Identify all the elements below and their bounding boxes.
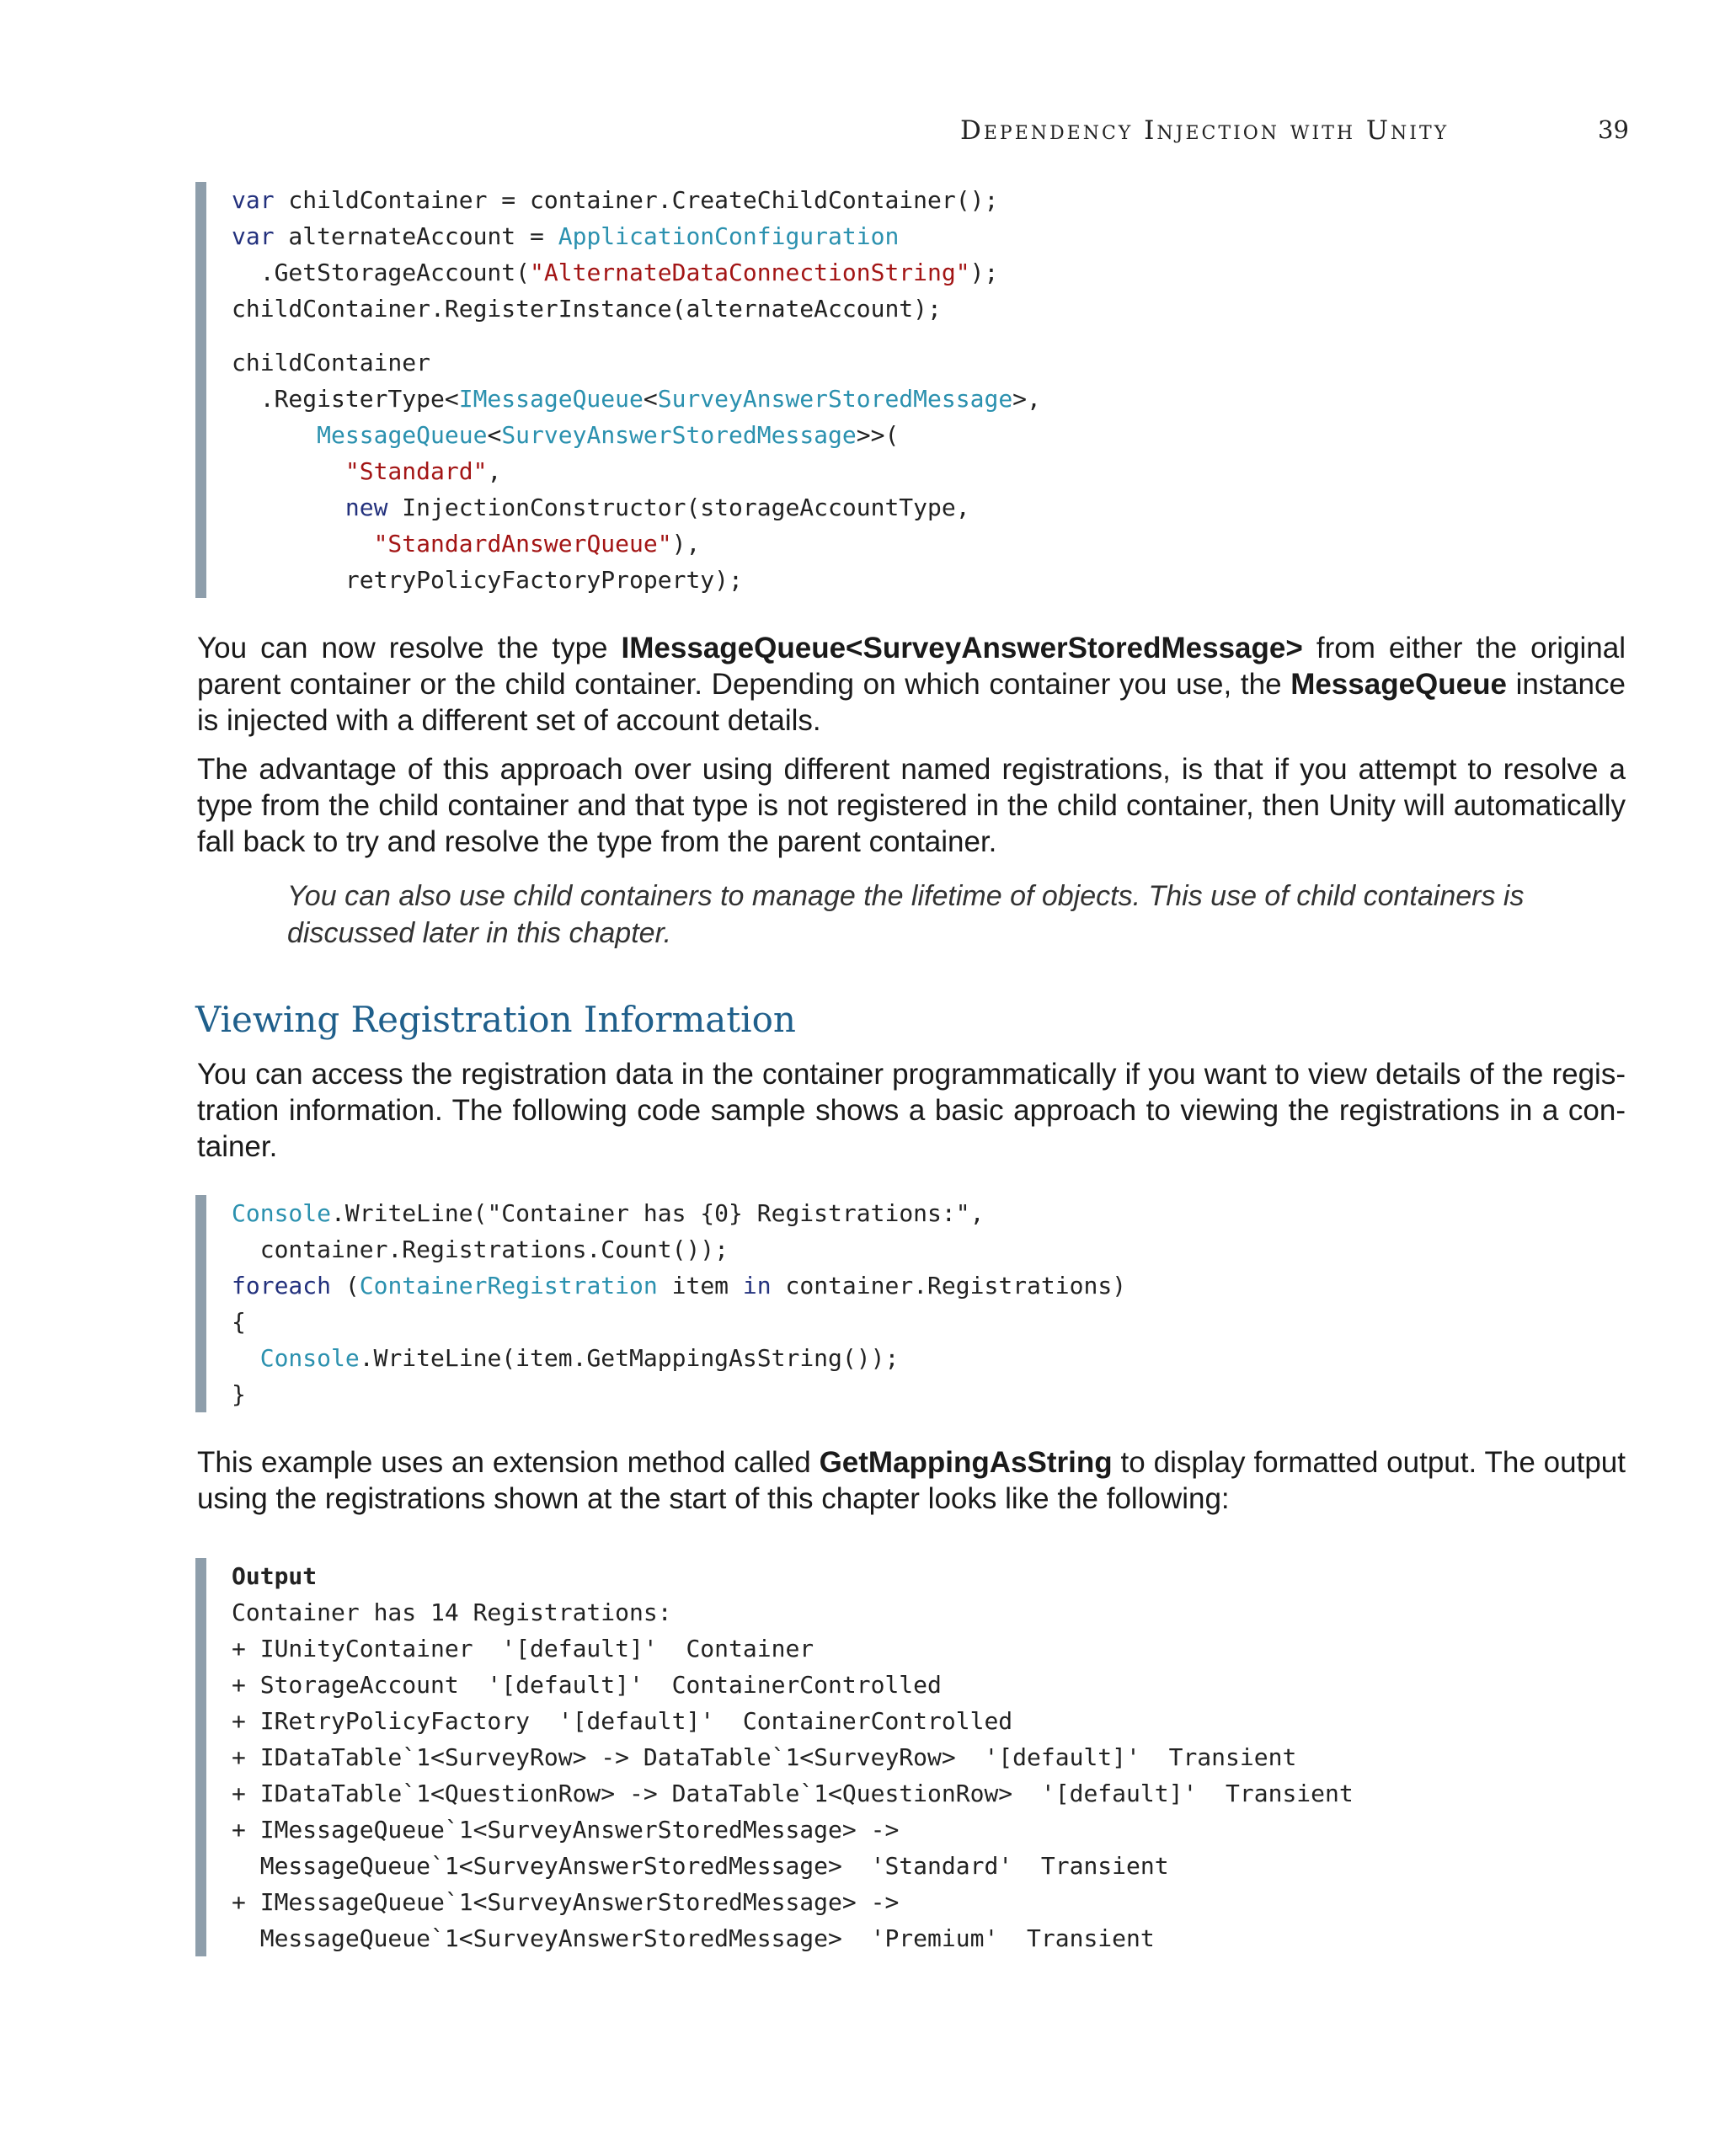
code-line: var alternateAccount = ApplicationConfiguration xyxy=(232,222,900,250)
section-heading: Viewing Registration Information xyxy=(195,999,796,1040)
output-line: MessageQueue`1<SurveyAnswerStoredMessage> 'Standard' Transient xyxy=(232,1852,1169,1880)
code-line: container.Registrations.Count()); xyxy=(232,1235,729,1263)
note-text: You can also use child containers to manage the lifetime of objects. This use of child containers is discussed later in this chapter. xyxy=(287,880,1525,949)
code-line: .GetStorageAccount("AlternateDataConnectionString"); xyxy=(232,259,999,286)
code-line: } xyxy=(232,1380,246,1408)
code-block-child-container xyxy=(195,182,1041,598)
code-block-registrations xyxy=(195,1195,1126,1412)
code-line: foreach (ContainerRegistration item in container.Registrations) xyxy=(232,1272,1127,1299)
code-line: MessageQueue<SurveyAnswerStoredMessage>>( xyxy=(317,421,900,449)
output-line: + IDataTable`1<SurveyRow> -> DataTable`1<SurveyRow> '[default]' Transient xyxy=(232,1743,1297,1771)
code-line: "StandardAnswerQueue"), xyxy=(373,530,701,558)
code-line: "Standard", xyxy=(344,457,502,485)
code-line: Console.WriteLine(item.GetMappingAsString()); xyxy=(259,1344,900,1372)
code-line: { xyxy=(232,1308,246,1336)
output-line: + IUnityContainer '[default]' Container xyxy=(232,1635,814,1662)
body-paragraph-extension-method: This example uses an extension method called GetMappingAsString to display formatted output. The output using the registrations shown at the start of this chapter looks like the following: xyxy=(197,1446,1626,1515)
output-block xyxy=(195,1558,1354,1956)
body-paragraph-resolve: You can now resolve the type IMessageQueue<SurveyAnswerStoredMessage> from either the original parent container or the child container. Depending on which container you use, the MessageQueue instance is injected with a different set of account details. xyxy=(197,632,1626,737)
output-line: + StorageAccount '[default]' ContainerControlled xyxy=(232,1671,942,1699)
output-line: Container has 14 Registrations: xyxy=(232,1598,672,1626)
code-line: childContainer.RegisterInstance(alternateAccount); xyxy=(232,295,942,323)
code-line: var childContainer = container.CreateChildContainer(); xyxy=(232,186,999,214)
code-line: childContainer xyxy=(232,349,431,376)
output-line: + IDataTable`1<QuestionRow> -> DataTable`1<QuestionRow> '[default]' Transient xyxy=(232,1780,1354,1807)
page-number: 39 xyxy=(1598,115,1629,144)
code-line: Console.WriteLine("Container has {0} Registrations:", xyxy=(232,1199,985,1227)
body-paragraph-advantage: The advantage of this approach over using different named registrations, is that if you attempt to resolve a type from the child container and that type is not registered in the child container, then Unity will automatically fall back to try and resolve the type from the parent container. xyxy=(197,753,1626,858)
running-header: Dependency Injection with Unity xyxy=(960,115,1450,146)
output-line: + IMessageQueue`1<SurveyAnswerStoredMessage> -> xyxy=(232,1888,900,1916)
code-line: new InjectionConstructor(storageAccountType, xyxy=(344,494,970,521)
body-paragraph-registration-data: You can access the registration data in the container programmatically if you want to view details of the registration information. The following code sample shows a basic approach to viewing the registrations in a container. xyxy=(197,1058,1626,1163)
output-line: + IMessageQueue`1<SurveyAnswerStoredMessage> -> xyxy=(232,1816,900,1844)
output-line: + IRetryPolicyFactory '[default]' ContainerControlled xyxy=(232,1707,1013,1735)
code-line: .RegisterType<IMessageQueue<SurveyAnswerStoredMessage>, xyxy=(232,385,1041,413)
output-title: Output xyxy=(232,1562,318,1590)
code-line: retryPolicyFactoryProperty); xyxy=(232,566,743,594)
output-line: MessageQueue`1<SurveyAnswerStoredMessage> 'Premium' Transient xyxy=(232,1924,1155,1952)
